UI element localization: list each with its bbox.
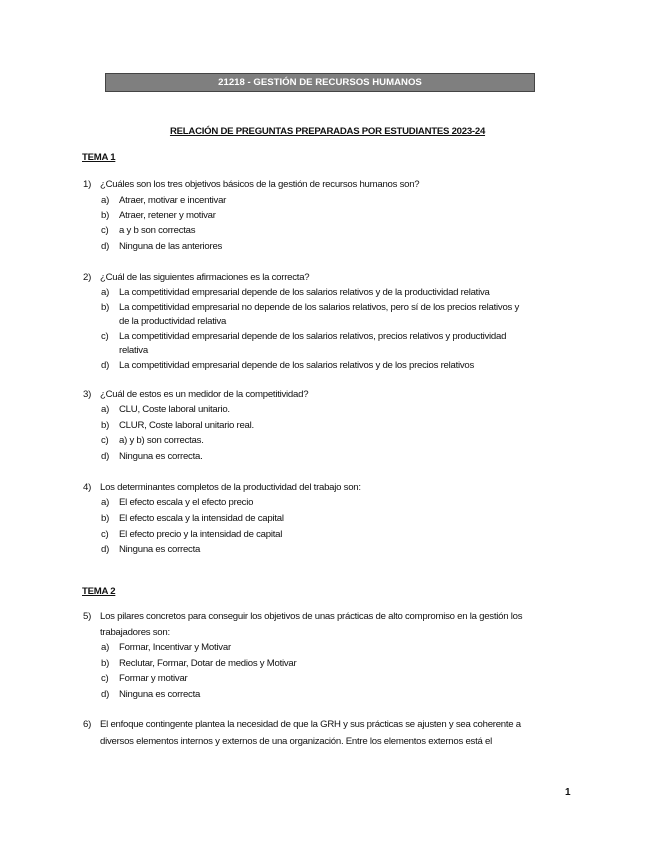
question-number: 4) — [83, 482, 92, 493]
question-number: 5) — [83, 611, 92, 622]
option-text: La competitividad empresarial depende de los salarios relativos, precios relativos y productividad — [119, 331, 507, 342]
option-letter: a) — [101, 404, 110, 415]
option-letter: c) — [101, 225, 109, 236]
option-letter: b) — [101, 210, 110, 221]
option-text: relativa — [119, 345, 148, 356]
question-text: El enfoque contingente plantea la necesidad de que la GRH y sus prácticas se ajusten y sea coherente a — [100, 719, 521, 730]
question-text: Los pilares concretos para conseguir los objetivos de unas prácticas de alto compromiso en la gestión los — [100, 611, 523, 622]
option-letter: c) — [101, 673, 109, 684]
option-text: a y b son correctas — [119, 225, 196, 236]
section-heading: TEMA 1 — [82, 152, 116, 163]
option-text: Formar y motivar — [119, 673, 188, 684]
option-text: La competitividad empresarial depende de los salarios relativos y de los precios relativos — [119, 360, 475, 371]
option-text: a) y b) son correctas. — [119, 435, 204, 446]
option-letter: d) — [101, 241, 110, 252]
option-letter: d) — [101, 360, 110, 371]
option-text: El efecto escala y la intensidad de capital — [119, 513, 284, 524]
option-letter: a) — [101, 642, 110, 653]
option-text: Reclutar, Formar, Dotar de medios y Motivar — [119, 658, 297, 669]
option-letter: b) — [101, 420, 110, 431]
option-letter: a) — [101, 497, 110, 508]
question-text: ¿Cuál de estos es un medidor de la competitividad? — [100, 389, 309, 400]
question-number: 6) — [83, 719, 92, 730]
option-letter: d) — [101, 689, 110, 700]
question-text: diversos elementos internos y externos de una organización. Entre los elementos externos está el — [100, 736, 492, 747]
option-text: Formar, Incentivar y Motivar — [119, 642, 231, 653]
question-number: 1) — [83, 179, 92, 190]
section-heading: TEMA 2 — [82, 586, 116, 597]
course-title-banner: 21218 - GESTIÓN DE RECURSOS HUMANOS — [105, 73, 535, 92]
option-letter: b) — [101, 513, 110, 524]
option-text: Ninguna de las anteriores — [119, 241, 223, 252]
option-text: Atraer, motivar e incentivar — [119, 195, 227, 206]
option-letter: b) — [101, 658, 110, 669]
option-text: La competitividad empresarial depende de los salarios relativos y de la productividad relativa — [119, 287, 490, 298]
option-letter: c) — [101, 529, 109, 540]
option-text: CLUR, Coste laboral unitario real. — [119, 420, 254, 431]
question-text: ¿Cuáles son los tres objetivos básicos de la gestión de recursos humanos son? — [100, 179, 420, 190]
option-letter: a) — [101, 287, 110, 298]
option-text: Atraer, retener y motivar — [119, 210, 216, 221]
document-subtitle: RELACIÓN DE PREGUNTAS PREPARADAS POR ESTUDIANTES 2023-24 — [169, 126, 486, 137]
option-letter: c) — [101, 435, 109, 446]
option-text: El efecto precio y la intensidad de capital — [119, 529, 283, 540]
option-letter: c) — [101, 331, 109, 342]
option-text: de la productividad relativa — [119, 316, 227, 327]
option-text: Ninguna es correcta. — [119, 451, 203, 462]
option-text: La competitividad empresarial no depende de los salarios relativos, pero sí de los precios relativos y — [119, 302, 520, 313]
question-text: trabajadores son: — [100, 627, 170, 638]
option-text: El efecto escala y el efecto precio — [119, 497, 254, 508]
option-text: CLU, Coste laboral unitario. — [119, 404, 230, 415]
question-number: 2) — [83, 272, 92, 283]
question-text: Los determinantes completos de la productividad del trabajo son: — [100, 482, 361, 493]
option-letter: a) — [101, 195, 110, 206]
question-text: ¿Cuál de las siguientes afirmaciones es la correcta? — [100, 272, 310, 283]
option-letter: b) — [101, 302, 110, 313]
option-letter: d) — [101, 451, 110, 462]
question-number: 3) — [83, 389, 92, 400]
option-text: Ninguna es correcta — [119, 544, 201, 555]
option-letter: d) — [101, 544, 110, 555]
option-text: Ninguna es correcta — [119, 689, 201, 700]
page-number: 1 — [565, 787, 571, 798]
